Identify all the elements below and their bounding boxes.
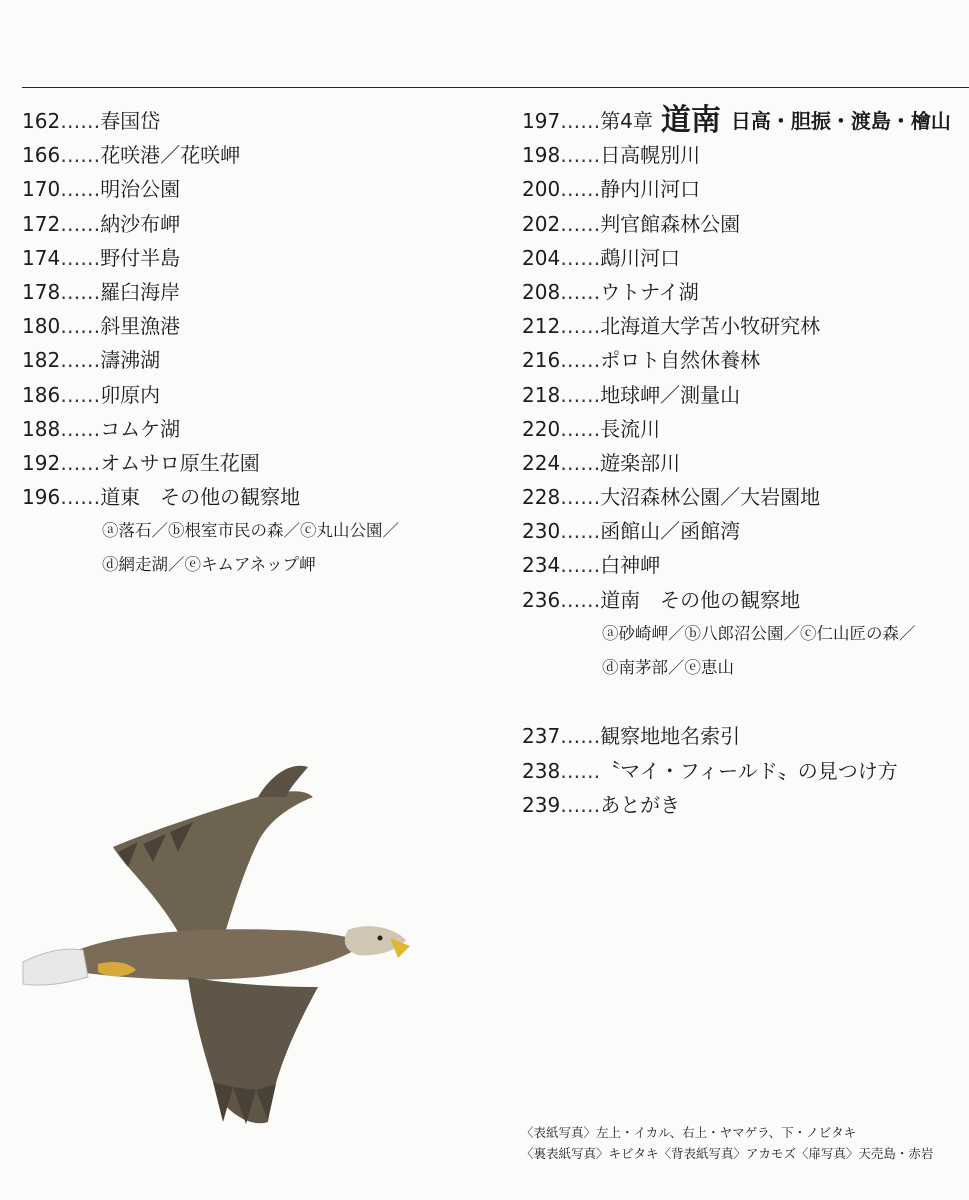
toc-entry[interactable]: 198……日高幌別川 (522, 143, 701, 168)
toc-entry[interactable]: 204……鵡川河口 (522, 245, 681, 270)
toc-entry[interactable]: 239……あとがき (522, 792, 681, 817)
toc-sub-locations: ⓓ南茅部／ⓔ恵山 (602, 658, 734, 677)
toc-entry[interactable]: 188……コムケ湖 (22, 416, 181, 441)
photo-captions (521, 1122, 933, 1164)
header-rule (22, 87, 969, 88)
toc-entry[interactable]: 186……卯原内 (22, 382, 161, 407)
toc-entry[interactable]: 208……ウトナイ湖 (522, 279, 699, 304)
toc-entry[interactable]: 182……濤沸湖 (22, 348, 161, 373)
toc-sub-locations: ⓓ網走湖／ⓔキムアネップ岬 (102, 555, 316, 575)
toc-entry[interactable]: 170……明治公園 (22, 177, 181, 202)
toc-entry[interactable]: 212……北海道大学苫小牧研究林 (522, 314, 821, 339)
toc-entry[interactable]: 174……野付半島 (22, 245, 181, 270)
toc-entry[interactable]: 216……ポロト自然休養林 (522, 348, 761, 373)
toc-right-column (522, 104, 969, 822)
toc-sub-locations: ⓐ落石／ⓑ根室市民の森／ⓒ丸山公園／ (102, 521, 399, 541)
cover-caption: 〈表紙写真〉左上・イカル、右上・ヤマゲラ、下・ノビタキ (521, 1125, 857, 1140)
chapter-number: 第4章 (600, 109, 653, 133)
section-spacer (522, 685, 969, 719)
toc-entry[interactable]: 218……地球岬／測量山 (522, 382, 741, 407)
chapter-title: 道南 (660, 103, 721, 138)
toc-entry[interactable]: 196……道東 その他の観察地 (22, 485, 301, 510)
chapter-heading[interactable]: 197……第4章 道南 日高・胆振・渡島・檜山 (522, 103, 951, 138)
toc-entry[interactable]: 237……観察地地名索引 (522, 724, 741, 749)
toc-entry[interactable]: 180……斜里漁港 (22, 314, 181, 339)
toc-entry[interactable]: 162……春国岱 (22, 109, 161, 133)
eagle-photo (18, 752, 418, 1132)
toc-entry[interactable]: 166……花咲港／花咲岬 (22, 143, 241, 168)
back-cover-caption: 〈裏表紙写真〉キビタキ〈背表紙写真〉アカモズ〈扉写真〉天売島・赤岩 (521, 1146, 934, 1161)
toc-entry[interactable]: 224……遊楽部川 (522, 450, 681, 475)
toc-entry[interactable]: 234……白神岬 (522, 553, 661, 578)
toc-entry[interactable]: 172……納沙布岬 (22, 211, 181, 236)
toc-entry[interactable]: 178……羅臼海岸 (22, 279, 181, 304)
toc-entry[interactable]: 238……〝マイ・フィールド〟の見つけ方 (522, 758, 898, 783)
toc-entry[interactable]: 202……判官館森林公園 (522, 211, 741, 236)
toc-entry[interactable]: 192……オムサロ原生花園 (22, 450, 260, 475)
toc-sub-locations: ⓐ砂崎岬／ⓑ八郎沼公園／ⓒ仁山匠の森／ (602, 623, 916, 643)
toc-entry[interactable]: 230……函館山／函館湾 (522, 519, 741, 544)
chapter-subtitle: 日高・胆振・渡島・檜山 (730, 109, 951, 133)
toc-entry[interactable]: 220……長流川 (522, 416, 661, 441)
toc-entry[interactable]: 200……静内川河口 (522, 177, 701, 202)
toc-entry[interactable]: 236……道南 その他の観察地 (522, 587, 801, 612)
toc-left-column (22, 104, 482, 583)
toc-entry[interactable]: 228……大沼森林公園／大岩園地 (522, 485, 821, 510)
